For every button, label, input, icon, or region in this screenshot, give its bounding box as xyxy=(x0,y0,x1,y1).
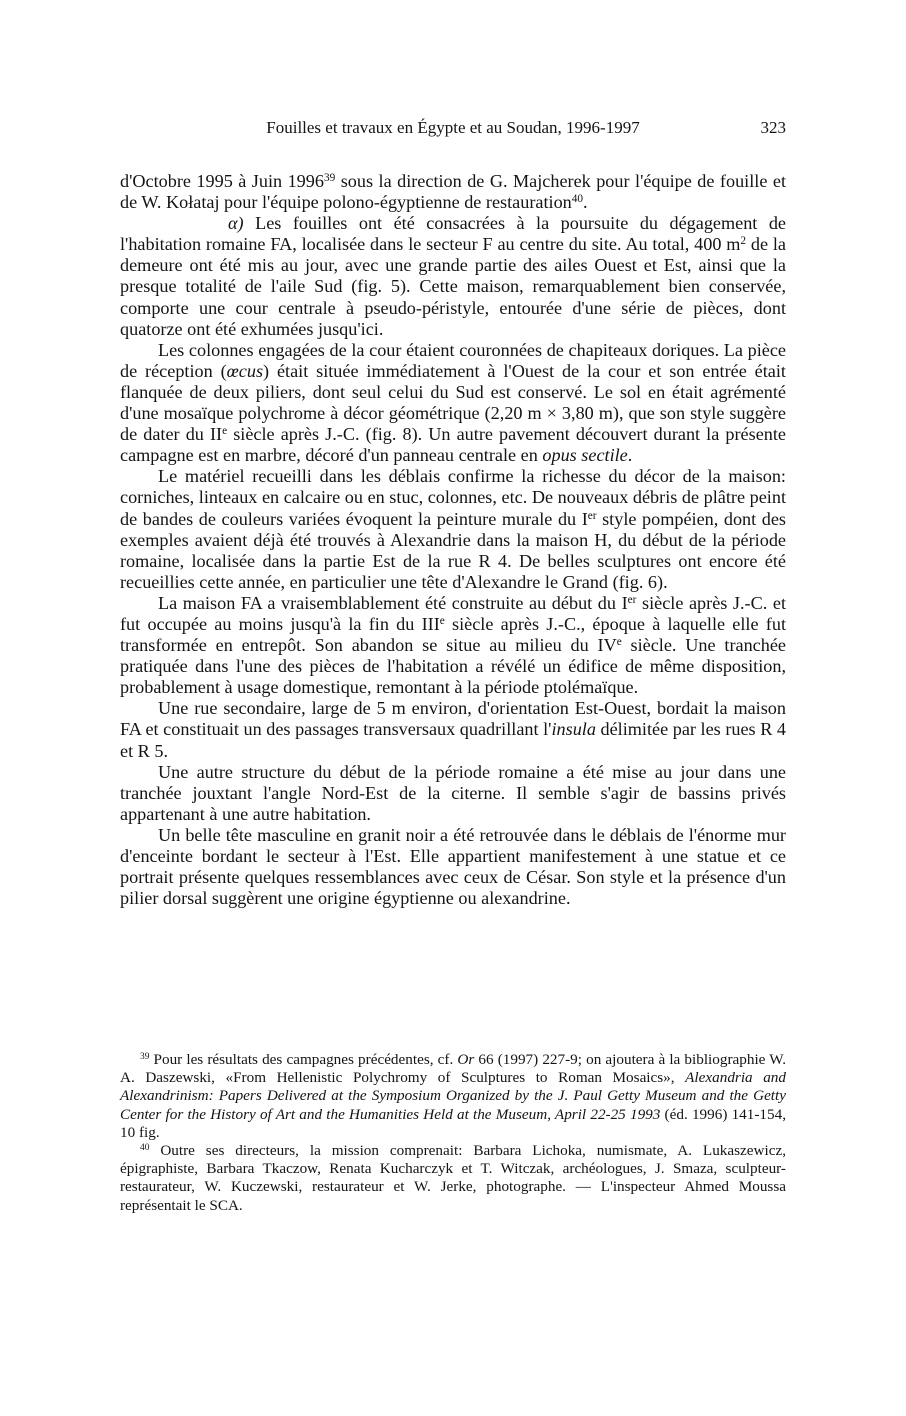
footnote-ref-40: 40 xyxy=(571,192,584,205)
section-marker: α) xyxy=(228,213,244,234)
footnotes xyxy=(120,1051,786,1215)
paragraph-4: Le matériel recueilli dans les déblais confirme la richesse du décor de la maison: corniches, linteaux en calcaire ou en stuc, colonnes, etc. De nouveaux débris de plâtre peint de bandes de couleurs variées évoquent la peinture murale du Ier style pompéien, dont des exemples avaient déjà été trouvés à Alexandrie dans la maison H, du début de la période romaine, localisée dans la partie Est de la rue R 4. De belles sculptures ont encore été recueillies cette année, en particulier une tête d'Alexandre le Grand (fig. 6). xyxy=(120,466,786,592)
paragraph-2: α) Les fouilles ont été consacrées à la poursuite du dégagement de l'habitation romaine FA, localisée dans le secteur F au centre du site. Au total, 400 $m^2$ de la demeure ont été mis au jour, avec une grande partie des ailes Ouest et Est, ainsi que la presque totalité de l'aile Sud (fig. 5). Cette maison, remarquablement bien conservée, comporte une cour centrale à pseudo-péristyle, entourée d'une série de pièces, dont quatorze ont été exhumées jusqu'ici. xyxy=(120,213,786,339)
paragraph-8: Un belle tête masculine en granit noir a été retrouvée dans le déblais de l'énorme mur d'enceinte bordant le secteur à l'Est. Elle appartient manifestement à une statue et ce portrait présente quelques ressemblances avec ceux de César. Son style et la présence d'un pilier dorsal suggèrent une origine égyptienne ou alexandrine. xyxy=(120,824,786,909)
paragraph-3: Les colonnes engagées de la cour étaient couronnées de chapiteaux doriques. La pièce de réception (œcus) était située immédiatement à l'Ouest de la cour et son entrée était flanquée de deux piliers, dont seul celui du Sud est conservé. Le sol en était agrémenté d'une mosaïque polychrome à décor géométrique (2,20 m × 3,80 m), que son style suggère de dater du IIe siècle après J.-C. (fig. 8). Un autre pavement découvert durant la présente campagne est en marbre, décoré d'un panneau centrale en opus sectile. xyxy=(120,339,786,466)
page-header xyxy=(120,118,786,142)
footnote-number: 39 xyxy=(140,1051,150,1062)
footnote-40: $^{40}$ Outre ses directeurs, la mission comprenait: Barbara Lichoka, numismate, A. Lukaszewicz, épigraphiste, Barbara Tkaczow, Renata Kucharczyk et T. Witczak, archéologues, J. Smaza, sculpteur-restaurateur, W. Kuczewski, restaurateur et W. Jerke, photographe. — L'inspecteur Ahmed Moussa représentait le SCA. xyxy=(120,1142,786,1214)
paragraph-1: d'Octobre 1995 à Juin 1996$^{39}$ sous la direction de G. Majcherek pour l'équipe de fouille et de W. Kołataj pour l'équipe polono-égyptienne de restauration$^{40}$. xyxy=(120,171,786,213)
running-head: Fouilles et travaux en Égypte et au Soudan, 1996-1997 xyxy=(266,118,640,137)
body-text xyxy=(120,171,786,909)
footnote-39: $^{39}$ Pour les résultats des campagnes précédentes, cf. Or 66 (1997) 227-9; on ajoutera à la bibliographie W. A. Daszewski, «From Hellenistic Polychromy of Sculptures to Roman Mosaics», Alexandria and Alexandrinism: Papers Delivered at the Symposium Organized by the J. Paul Getty Museum and the Getty Center for the History of Art and the Humanities Held at the Museum, April 22-25 1993 (éd. 1996) 141-154, 10 fig. xyxy=(120,1051,786,1141)
footnote-number: 40 xyxy=(140,1142,150,1153)
paragraph-6: Une rue secondaire, large de 5 m environ, d'orientation Est-Ouest, bordait la maison FA et constituait un des passages transversaux quadrillant l'insula délimitée par les rues R 4 et R 5. xyxy=(120,698,786,761)
paragraph-5: La maison FA a vraisemblablement été construite au début du Ier siècle après J.-C. et fut occupée au moins jusqu'à la fin du IIIe siècle après J.-C., époque à laquelle elle fut transformée en entrepôt. Son abandon se situe au milieu du IVe siècle. Une tranchée pratiquée dans l'une des pièces de l'habitation a révélé un édifice de même disposition, probablement à usage domestique, remontant à la période ptolémaïque. xyxy=(120,592,787,698)
footnote-ref-39: 39 xyxy=(323,171,336,184)
page-number: 323 xyxy=(760,118,786,137)
paragraph-7: Une autre structure du début de la période romaine a été mise au jour dans une tranchée jouxtant l'angle Nord-Est de la citerne. Il semble s'agir de bassins privés appartenant à une autre habitation. xyxy=(120,761,786,824)
